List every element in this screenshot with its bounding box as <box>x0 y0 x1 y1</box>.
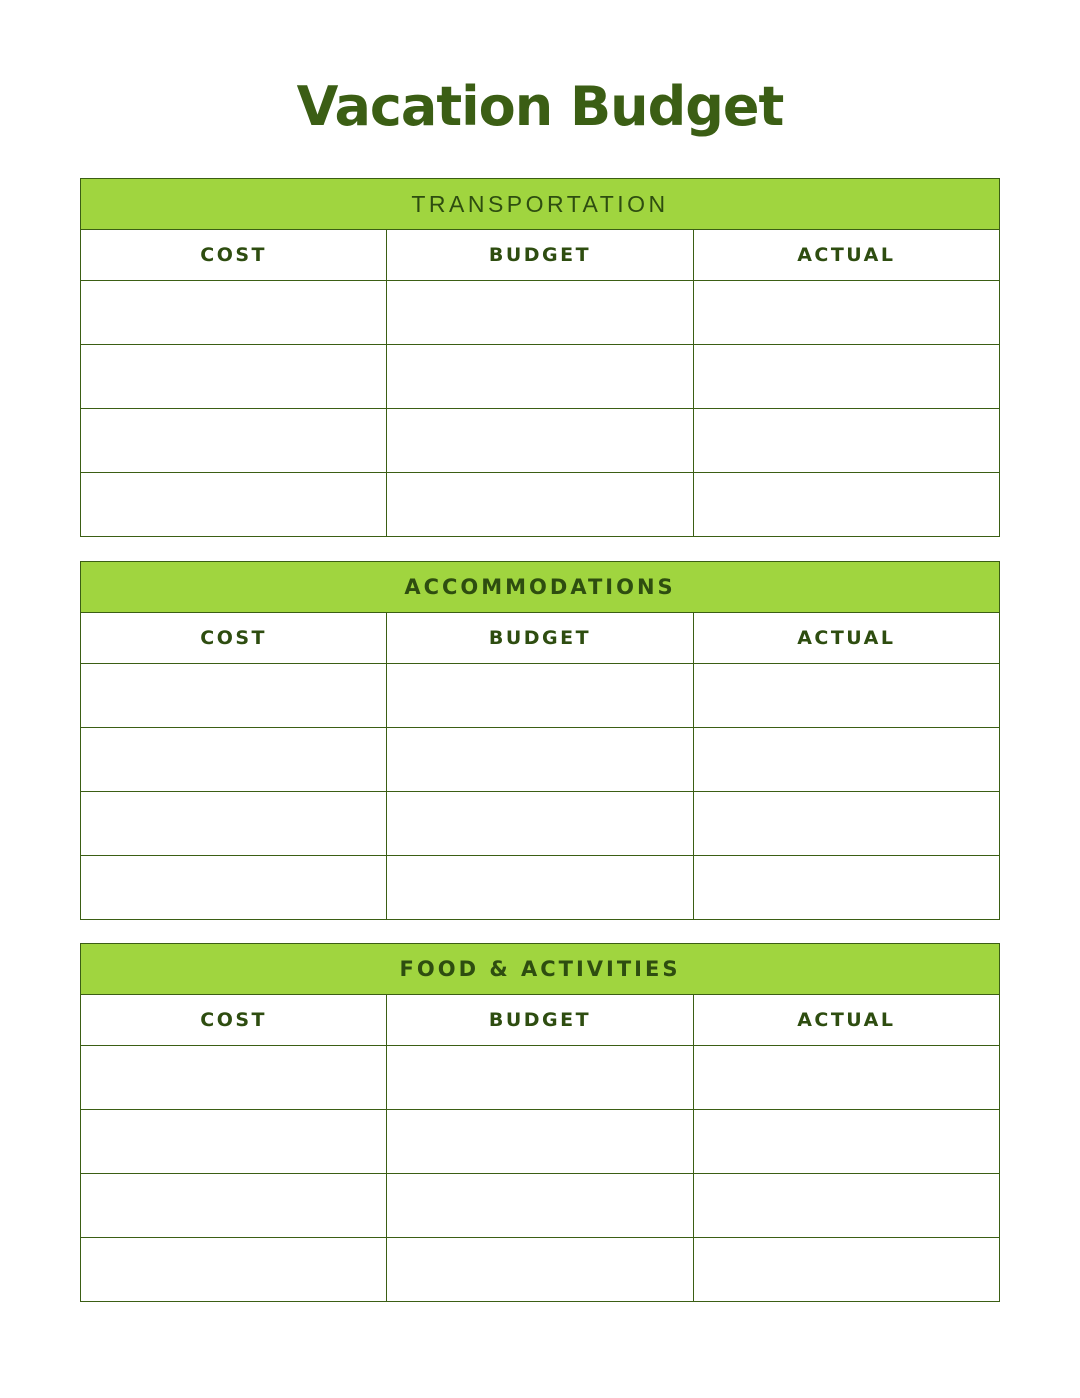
budget-cell[interactable] <box>386 1174 692 1237</box>
cost-cell[interactable] <box>81 1046 386 1109</box>
budget-cell[interactable] <box>386 728 692 791</box>
table-row <box>81 1174 999 1238</box>
table-row <box>81 1238 999 1301</box>
column-header-budget: BUDGET <box>386 613 692 663</box>
actual-cell[interactable] <box>693 409 999 472</box>
budget-cell[interactable] <box>386 473 692 536</box>
table-row <box>81 281 999 345</box>
column-header-actual: ACTUAL <box>693 995 999 1045</box>
section-heading: ACCOMMODATIONS <box>81 562 999 613</box>
actual-cell[interactable] <box>693 792 999 855</box>
budget-cell[interactable] <box>386 345 692 408</box>
column-header-row <box>81 995 999 1046</box>
column-header-cost: COST <box>200 244 268 266</box>
column-header-budget: BUDGET <box>386 230 692 280</box>
cost-cell[interactable] <box>81 345 386 408</box>
budget-cell[interactable] <box>386 856 692 919</box>
budget-cell[interactable] <box>386 792 692 855</box>
cost-cell[interactable] <box>81 728 386 791</box>
cost-cell[interactable] <box>81 856 386 919</box>
actual-cell[interactable] <box>693 664 999 727</box>
table-row <box>81 1110 999 1174</box>
table-row <box>81 728 999 792</box>
budget-cell[interactable] <box>386 281 692 344</box>
table-row <box>81 473 999 536</box>
cost-cell[interactable] <box>81 473 386 536</box>
budget-cell[interactable] <box>386 1238 692 1301</box>
column-header-actual: ACTUAL <box>693 613 999 663</box>
table-row <box>81 345 999 409</box>
table-row <box>81 856 999 919</box>
actual-cell[interactable] <box>693 1238 999 1301</box>
budget-cell[interactable] <box>386 409 692 472</box>
cost-cell[interactable] <box>81 281 386 344</box>
section-heading: TRANSPORTATION <box>81 179 999 230</box>
actual-cell[interactable] <box>693 856 999 919</box>
budget-cell[interactable] <box>386 1110 692 1173</box>
actual-cell[interactable] <box>693 728 999 791</box>
table-row <box>81 409 999 473</box>
food-activities-table <box>80 943 1000 1302</box>
actual-cell[interactable] <box>693 473 999 536</box>
actual-cell[interactable] <box>693 1174 999 1237</box>
cost-cell[interactable] <box>81 1174 386 1237</box>
actual-cell[interactable] <box>693 1110 999 1173</box>
actual-cell[interactable] <box>693 281 999 344</box>
budget-cell[interactable] <box>386 664 692 727</box>
cost-cell[interactable] <box>81 664 386 727</box>
budget-cell[interactable] <box>386 1046 692 1109</box>
column-header-cost: COST <box>200 1009 268 1031</box>
column-header-budget: BUDGET <box>386 995 692 1045</box>
actual-cell[interactable] <box>693 1046 999 1109</box>
transportation-table <box>80 178 1000 537</box>
cost-cell[interactable] <box>81 409 386 472</box>
accommodations-table <box>80 561 1000 920</box>
cost-cell[interactable] <box>81 792 386 855</box>
table-row <box>81 792 999 856</box>
column-header-cost: COST <box>200 627 268 649</box>
cost-cell[interactable] <box>81 1238 386 1301</box>
cost-cell[interactable] <box>81 1110 386 1173</box>
column-header-actual: ACTUAL <box>693 230 999 280</box>
column-header-row <box>81 230 999 281</box>
section-heading: FOOD & ACTIVITIES <box>81 944 999 995</box>
table-row <box>81 1046 999 1110</box>
actual-cell[interactable] <box>693 345 999 408</box>
table-row <box>81 664 999 728</box>
column-header-row <box>81 613 999 664</box>
page-title: Vacation Budget <box>296 75 784 138</box>
